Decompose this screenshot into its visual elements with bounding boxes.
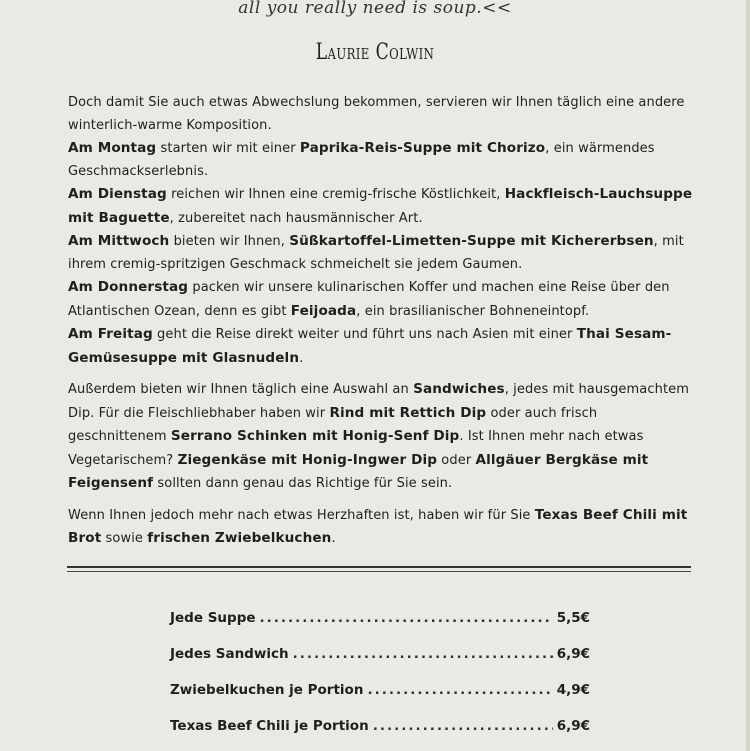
day-wednesday bbox=[68, 230, 698, 276]
dish-name: Thai Sesam-Gemüsesuppe mit Glasnudeln bbox=[68, 326, 672, 366]
dish-name: Feijoada bbox=[290, 302, 357, 319]
highlight-text: Texas Beef Chili mit Brot bbox=[68, 506, 688, 546]
price-row-onion-cake bbox=[170, 672, 590, 708]
soup-quote: all you really need is soup.<< bbox=[238, 0, 512, 18]
paragraph-text: sowie bbox=[101, 531, 148, 546]
dish-name: Hackfleisch-Lauchsuppe mit Baguette bbox=[68, 186, 693, 226]
paragraph-text: sollten dann genau das Richtige für Sie sein. bbox=[153, 476, 453, 491]
price-item-name: Texas Beef Chili je Portion bbox=[170, 718, 369, 734]
price-item-name: Jedes Sandwich bbox=[170, 646, 289, 662]
price-row-soup bbox=[170, 600, 590, 636]
dot-leader bbox=[260, 610, 553, 626]
dish-name: Süßkartoffel-Limetten-Suppe mit Kichererbsen bbox=[289, 233, 654, 249]
day-text: . bbox=[299, 350, 304, 366]
dot-leader bbox=[373, 718, 553, 734]
hearty-paragraph bbox=[68, 504, 698, 551]
dish-name: Paprika-Reis-Suppe mit Chorizo bbox=[299, 140, 546, 156]
price-value: 6,9€ bbox=[556, 646, 590, 662]
paragraph-text: , jedes mit hausgemachtem Dip. Für die Fleischliebhaber haben wir bbox=[68, 382, 689, 421]
paragraph-text: oder auch frisch geschnittenem bbox=[68, 405, 598, 444]
dot-leader bbox=[367, 682, 552, 698]
day-text: , zubereitet nach hausmännischer Art. bbox=[169, 210, 423, 226]
paragraph-text: . bbox=[331, 531, 336, 546]
day-text: bieten wir Ihnen, bbox=[169, 234, 290, 249]
day-monday bbox=[68, 137, 698, 183]
day-label: Am Dienstag bbox=[68, 186, 167, 202]
price-item-name: Jede Suppe bbox=[170, 610, 256, 626]
day-text: packen wir unsere kulinarischen Koffer und machen eine Reise über den Atlantischen Ozean, denn es gibt bbox=[68, 280, 670, 319]
day-tuesday bbox=[68, 183, 698, 230]
day-text: reichen wir Ihnen eine cremig-frische Köstlichkeit, bbox=[166, 187, 505, 202]
price-value: 6,9€ bbox=[556, 718, 590, 734]
menu-description bbox=[68, 92, 698, 551]
price-value: 4,9€ bbox=[556, 682, 590, 698]
paragraph-text: . Ist Ihnen mehr nach etwas Vegetarischem? bbox=[68, 429, 644, 468]
highlight-text: Allgäuer Bergkäse mit Feigensenf bbox=[68, 451, 649, 491]
day-label: Am Mittwoch bbox=[68, 233, 170, 249]
price-row-sandwich bbox=[170, 636, 590, 672]
dot-leader bbox=[293, 646, 553, 662]
paragraph-text: oder bbox=[437, 452, 476, 468]
day-text: starten wir mit einer bbox=[156, 141, 300, 156]
day-label: Am Freitag bbox=[68, 326, 153, 342]
sandwich-paragraph bbox=[68, 378, 698, 496]
divider-thin bbox=[67, 571, 691, 572]
day-text: geht die Reise direkt weiter und führt uns nach Asien mit einer bbox=[152, 327, 577, 342]
day-label: Am Montag bbox=[68, 140, 157, 156]
price-item-name: Zwiebelkuchen je Portion bbox=[170, 682, 364, 698]
price-list bbox=[170, 600, 590, 744]
paragraph-text: Außerdem bieten wir Ihnen täglich eine Auswahl an bbox=[68, 382, 414, 397]
highlight-text: frischen Zwiebelkuchen bbox=[147, 530, 332, 546]
page-edge bbox=[746, 0, 750, 751]
highlight-text: Ziegenkäse mit Honig-Ingwer Dip bbox=[177, 451, 438, 468]
highlight-text: Rind mit Rettich Dip bbox=[329, 404, 487, 421]
day-text: , ein brasilianischer Bohneneintopf. bbox=[356, 303, 590, 319]
paragraph-text: Wenn Ihnen jedoch mehr nach etwas Herzhaften ist, haben wir für Sie bbox=[68, 507, 535, 523]
price-row-chili bbox=[170, 708, 590, 744]
day-text: , mit ihrem cremig-spritzigen Geschmack schmeichelt sie jedem Gaumen. bbox=[68, 234, 684, 272]
day-thursday bbox=[68, 276, 698, 323]
price-value: 5,5€ bbox=[556, 610, 590, 626]
day-friday bbox=[68, 323, 698, 370]
highlight-text: Sandwiches bbox=[413, 381, 505, 397]
divider-thick bbox=[67, 566, 691, 568]
day-label: Am Donnerstag bbox=[68, 279, 189, 295]
highlight-text: Serrano Schinken mit Honig-Senf Dip bbox=[170, 428, 460, 444]
day-text: , ein wärmendes Geschmackserlebnis. bbox=[68, 141, 655, 179]
quote-author: Laurie Colwin bbox=[315, 40, 435, 65]
intro-paragraph: Doch damit Sie auch etwas Abwechslung bekommen, servieren wir Ihnen täglich eine andere winterlich-warme Komposition. bbox=[68, 95, 685, 133]
